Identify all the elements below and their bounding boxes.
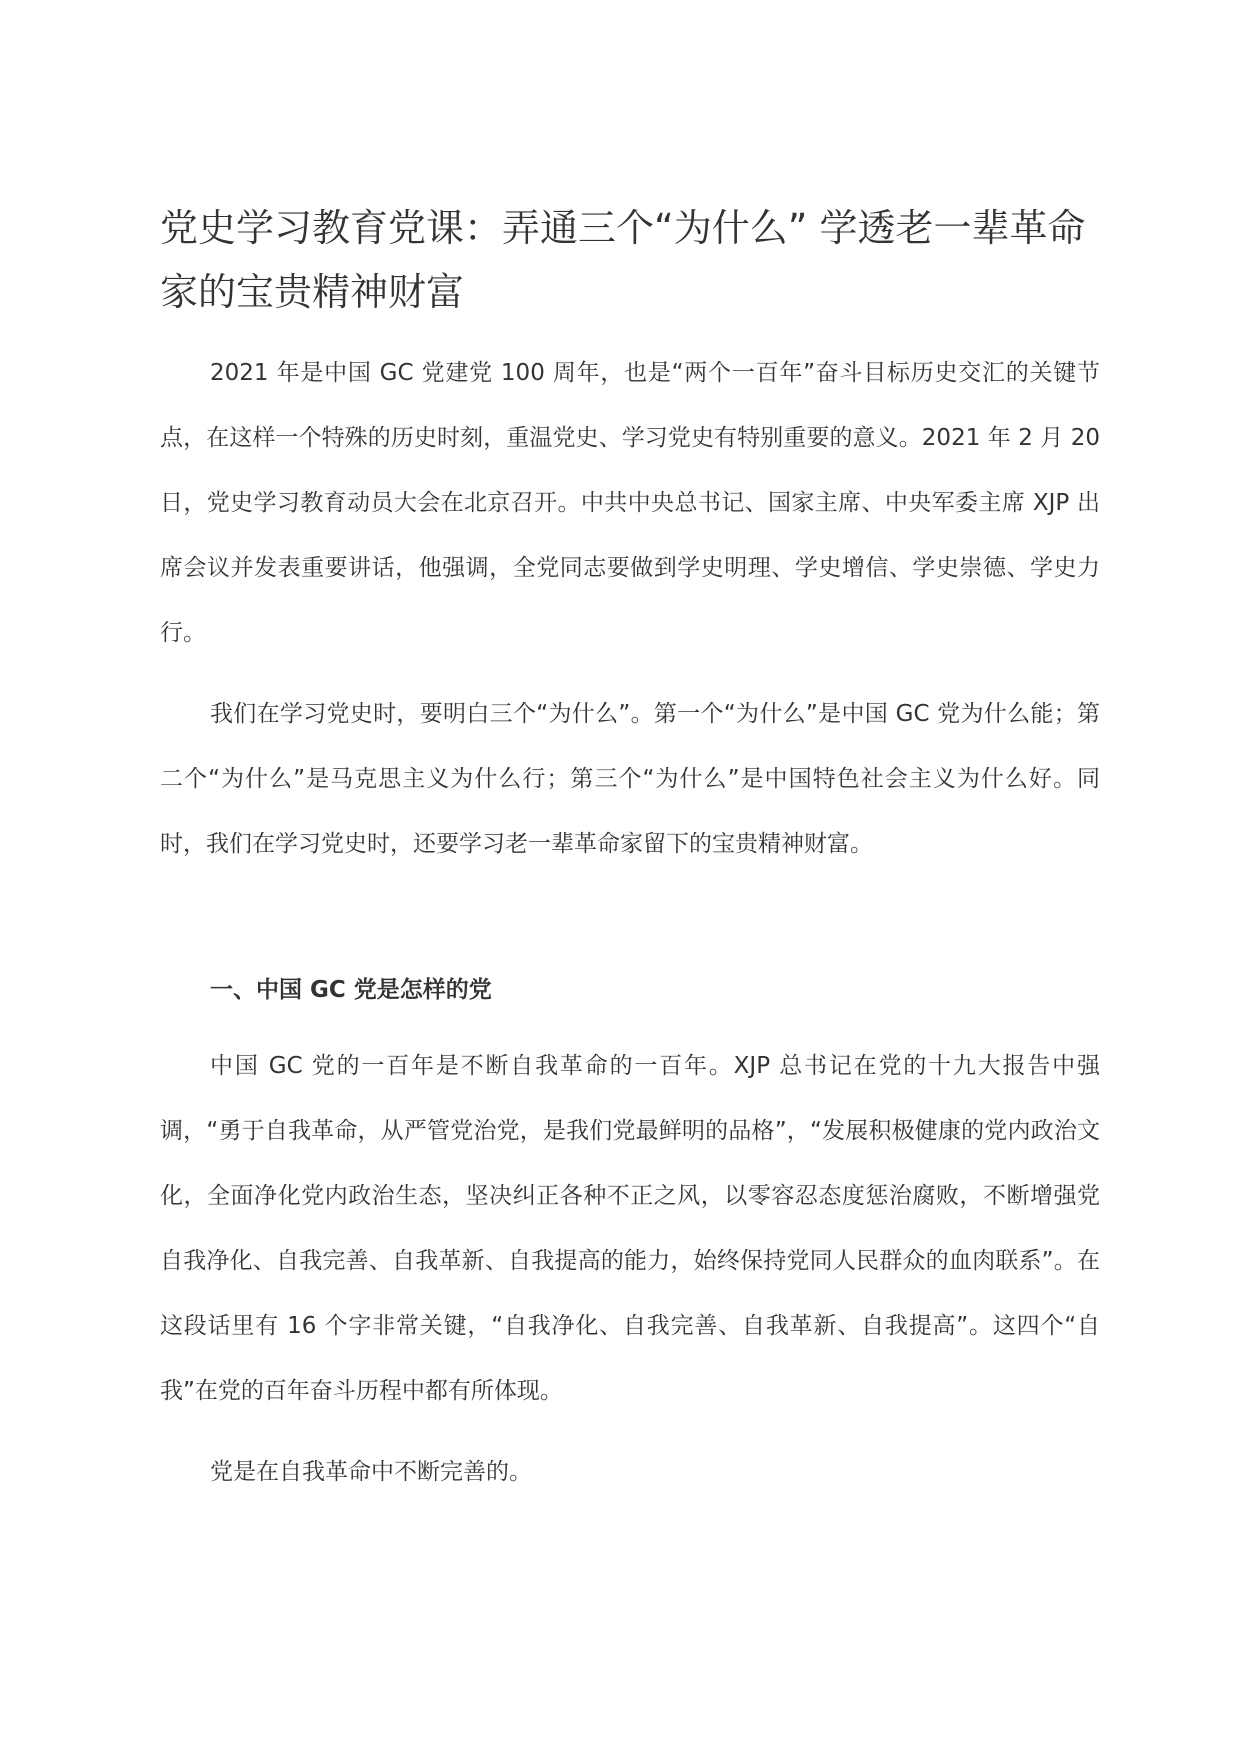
- paragraph-closing: 党是在自我革命中不断完善的。: [210, 1459, 532, 1485]
- paragraph-three-whys: 我们在学习党史时，要明白三个“为什么”。第一个“为什么”是中国 GC 党为什么能；第二个“为什么”是马克思主义为什么行；第三个“为什么”是中国特色社会主义为什么好。同时，我们在学习党史时，还要学习老一辈革命家留下的宝贵精神财富。: [160, 701, 1100, 857]
- paragraph-self-revolution: 中国 GC 党的一百年是不断自我革命的一百年。XJP 总书记在党的十九大报告中强调，“勇于自我革命，从严管党治党，是我们党最鲜明的品格”，“发展积极健康的党内政治文化，全面净化党内政治生态，坚决纠正各种不正之风，以零容忍态度惩治腐败，不断增强党自我净化、自我完善、自我革新、自我提高的能力，始终保持党同人民群众的血肉联系”。在这段话里有 16 个字非常关键，“自我净化、自我完善、自我革新、自我提高”。这四个“自我”在党的百年奋斗历程中都有所体现。: [160, 1053, 1100, 1404]
- section-heading: 一、中国 GC 党是怎样的党: [210, 977, 492, 1003]
- document-title: 党史学习教育党课：弄通三个“为什么” 学透老一辈革命家的宝贵精神财富: [160, 206, 1086, 314]
- paragraph-intro: 2021 年是中国 GC 党建党 100 周年，也是“两个一百年”奋斗目标历史交汇的关键节点，在这样一个特殊的历史时刻，重温党史、学习党史有特别重要的意义。2021 年 2 月 20 日，党史学习教育动员大会在北京召开。中共中央总书记、国家主席、中央军委主席 XJP 出席会议并发表重要讲话，他强调，全党同志要做到学史明理、学史增信、学史崇德、学史力行。: [160, 360, 1100, 646]
